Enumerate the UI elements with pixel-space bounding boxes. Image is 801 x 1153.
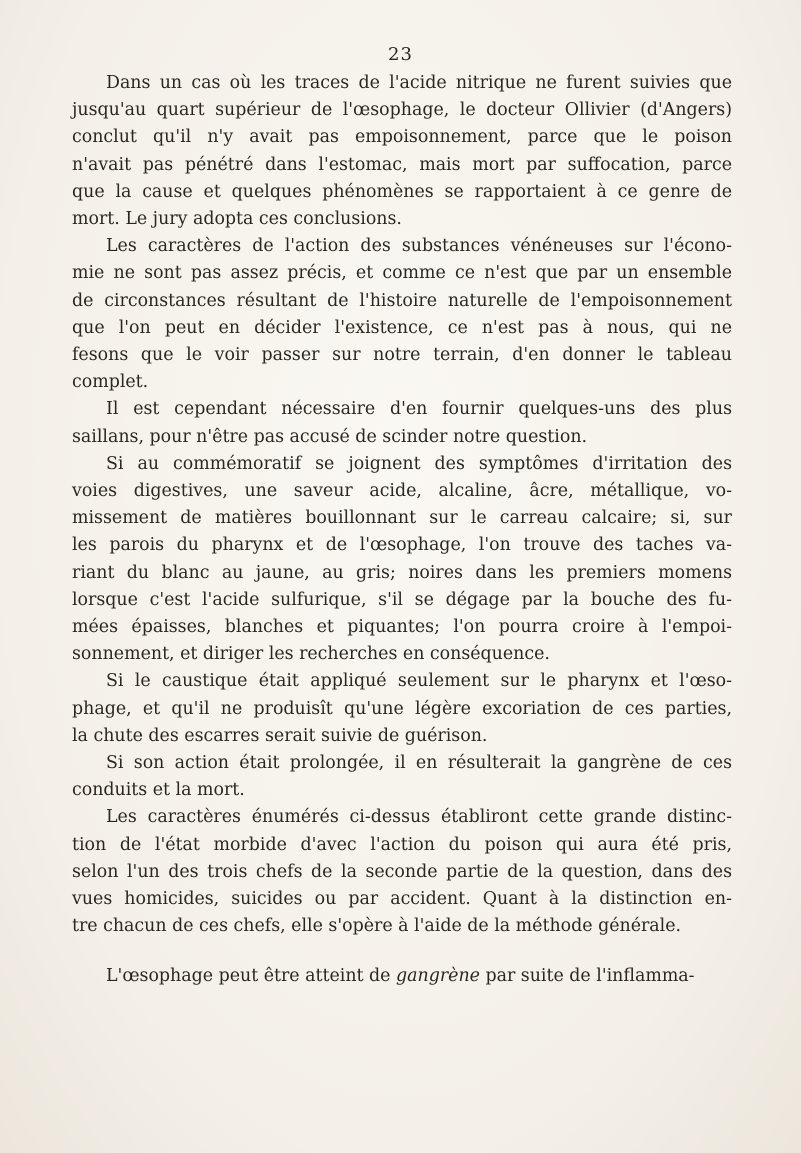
text-line: Si son action était prolongée, il en résulterait la gangrène de ces — [106, 753, 732, 774]
text-line: selon l'un des trois chefs de la seconde partie de la question, dans des — [72, 861, 732, 882]
text-line: riant du blanc au jaune, au gris; noires dans les premiers momens — [72, 562, 732, 583]
paragraph — [72, 750, 732, 804]
text-line: complet. — [72, 372, 149, 393]
text-line: fesons que le voir passer sur notre terrain, d'en donner le tableau — [72, 345, 732, 366]
body-text — [72, 70, 732, 990]
text-line: phage, et qu'il ne produisît qu'une légère excoriation de ces parties, — [72, 698, 732, 719]
text-line: mort. Le jury adopta ces conclusions. — [72, 209, 402, 230]
paragraph — [72, 668, 732, 750]
paragraph — [72, 233, 732, 396]
text-line: voies digestives, une saveur acide, alcaline, âcre, métallique, vo- — [72, 481, 732, 502]
text-line: vues homicides, suicides ou par accident. Quant à la distinction en- — [72, 889, 732, 910]
text-line: lorsque c'est l'acide sulfurique, s'il se dégage par la bouche des fu- — [72, 589, 732, 610]
text-line: n'avait pas pénétré dans l'estomac, mais mort par suffocation, parce — [72, 154, 732, 175]
text-line: tion de l'état morbide d'avec l'action du poison qui aura été pris, — [72, 834, 732, 855]
text-line: conduits et la mort. — [72, 780, 245, 801]
text-line: Si le caustique était appliqué seulement sur le pharynx et l'œso- — [106, 671, 732, 692]
text-segment: L'œsophage peut être atteint de — [106, 965, 396, 986]
text-line: saillans, pour n'être pas accusé de scinder notre question. — [72, 426, 588, 447]
text-line: la chute des escarres serait suivie de guérison. — [72, 725, 488, 746]
text-line: que la cause et quelques phénomènes se rapportaient à ce genre de — [72, 181, 732, 202]
page-number: 23 — [388, 44, 413, 65]
text-segment: par suite de l'inflamma- — [479, 965, 695, 986]
text-line: Les caractères de l'action des substances vénéneuses sur l'écono- — [106, 236, 732, 257]
text-line: conclut qu'il n'y avait pas empoisonnement, parce que le poison — [72, 127, 732, 148]
paragraph-final — [72, 963, 732, 990]
text-line: sonnement, et diriger les recherches en conséquence. — [72, 644, 550, 665]
text-line: Les caractères énumérés ci-dessus établiront cette grande distinc- — [106, 807, 732, 828]
paragraph — [72, 804, 732, 940]
text-line: jusqu'au quart supérieur de l'œsophage, le docteur Ollivier (d'Angers) — [72, 100, 732, 121]
text-line: les parois du pharynx et de l'œsophage, l'on trouve des taches va- — [72, 535, 732, 556]
paragraph — [72, 70, 732, 233]
paragraph — [72, 396, 732, 450]
text-line: de circonstances résultant de l'histoire naturelle de l'empoisonnement — [72, 290, 732, 311]
text-line: tre chacun de ces chefs, elle s'opère à l'aide de la méthode générale. — [72, 916, 682, 937]
text-line: Si au commémoratif se joignent des symptômes d'irritation des — [106, 453, 732, 474]
paragraph — [72, 451, 732, 669]
text-line: que l'on peut en décider l'existence, ce n'est pas à nous, qui ne — [72, 317, 732, 338]
text-line: Il est cependant nécessaire d'en fournir quelques-uns des plus — [106, 399, 732, 420]
text-line: missement de matières bouillonnant sur le carreau calcaire; si, sur — [72, 508, 732, 529]
text-line: mie ne sont pas assez précis, et comme ce n'est que par un ensemble — [72, 263, 732, 284]
text-line: Dans un cas où les traces de l'acide nitrique ne furent suivies que — [106, 73, 732, 93]
text-line: mées épaisses, blanches et piquantes; l'on pourra croire à l'empoi- — [72, 617, 732, 638]
text-line — [72, 963, 732, 990]
italic-term: gangrène — [396, 965, 480, 986]
